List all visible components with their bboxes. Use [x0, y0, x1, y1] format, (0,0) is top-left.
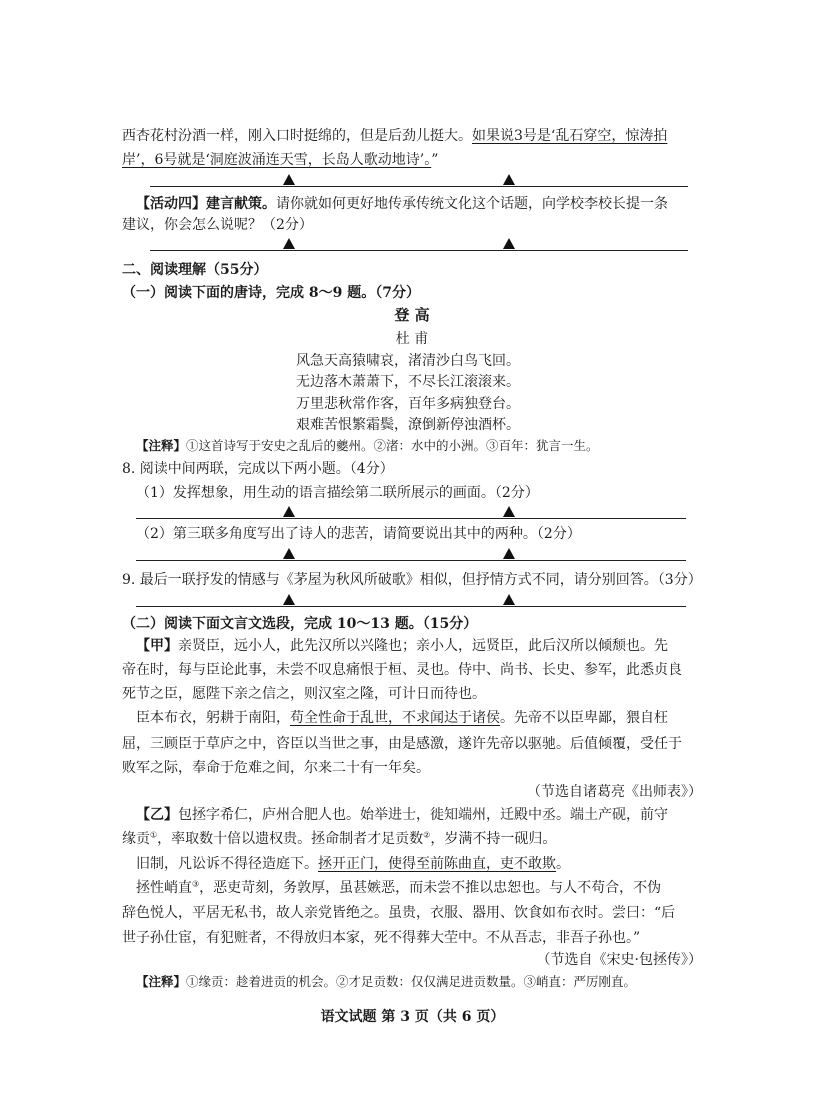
text-span: 拯性峭直 [136, 880, 192, 896]
text-line [136, 708, 716, 728]
answer-line[interactable] [150, 186, 688, 187]
answer-line[interactable] [136, 518, 686, 519]
page-footer: 语文试题 第 3 页（共 6 页） [320, 1009, 505, 1025]
question-8-2: （2）第三联多角度写出了诗人的悲苦，请简要说出其中的两种。（2分） [136, 526, 581, 542]
text-line: 帝在时，每与臣论此事，未尝不叹息痛恨于桓、灵也。侍中、尚书、长史、参军，此悉贞良 [122, 662, 682, 678]
text-span: 。先帝不以臣卑鄙，猥自枉 [500, 710, 668, 726]
answer-line[interactable] [150, 250, 688, 251]
note-text: ①缘贡：趁着进贡的机会。②才足贡数：仅仅满足进贡数量。③峭直：严厉刚直。 [186, 974, 637, 989]
note-label: 【注释】 [136, 974, 187, 989]
text-line [122, 829, 702, 849]
footnote-mark: ② [423, 830, 431, 840]
answer-mark-icon [283, 594, 295, 605]
text-span: ，恶吏苛刻，务敦厚，虽甚嫉恶，而未尝不推以忠恕也。与人不苟合，不伪 [199, 880, 662, 896]
note-text: ①这首诗写于安史之乱后的夔州。②渚：水中的小洲。③百年：犹言一生。 [186, 438, 599, 453]
answer-mark-icon [503, 174, 515, 185]
text-span: 旧制，凡讼诉不得径造庭下。 [136, 856, 318, 872]
activity-label: 【活动四】建言献策。 [136, 196, 276, 212]
text-span: ，率取数十倍以遗权贵。拯命制者才足贡数 [157, 831, 424, 847]
poem-line: 风急天高猿啸哀，渚清沙白鸟飞回。 [296, 353, 520, 369]
answer-mark-icon [503, 548, 515, 559]
answer-mark-icon [503, 238, 515, 249]
answer-mark-icon [283, 174, 295, 185]
text-span: 缘贡 [122, 831, 150, 847]
passage-label: 【乙】 [136, 807, 178, 823]
text-line: 辞色悦人，平居无私书，故人亲党皆绝之。虽贵，衣服、器用、饮食如布衣时。尝曰：“后 [122, 905, 676, 921]
underlined-text: 岸’，6号就是‘洞庭波涌连天雪，长岛人歌动地诗’。 [122, 152, 432, 168]
answer-mark-icon [283, 238, 295, 249]
poem-author: 杜 甫 [395, 331, 429, 347]
question-8: 8. 阅读中间两联，完成以下两小题。（4分） [122, 461, 394, 477]
footnote-mark: ① [150, 830, 158, 840]
question-9: 9. 最后一联抒发的情感与《茅屋为秋风所破歌》相似，但抒情方式不同，请分别回答。（3分） [122, 572, 702, 588]
part-title: （一）阅读下面的唐诗，完成 8～9 题。（7分） [122, 285, 420, 301]
question-8-1: （1）发挥想象，用生动的语言描绘第二联所展示的画面。（2分） [136, 485, 539, 501]
answer-line[interactable] [136, 560, 686, 561]
text-span: 请你就如何更好地传承传统文化这个话题，向学校李校长提一条 [276, 196, 668, 212]
text-span: 臣本布衣，躬耕于南阳， [136, 710, 290, 726]
text-span: 包拯字希仁，庐州合肥人也。始举进士，徙知端州，迁殿中丞。端土产砚，前守 [178, 807, 668, 823]
section-title: 二、阅读理解（55分） [122, 262, 268, 278]
poem-title: 登 高 [394, 306, 430, 324]
text-line [136, 878, 716, 898]
passage-label: 【甲】 [136, 638, 178, 654]
passage-jia [136, 636, 716, 656]
activity-four [136, 194, 716, 214]
text-line: 败军之际，奉命于危难之间，尔来二十有一年矣。 [122, 760, 430, 776]
underlined-sentence: 苟全性命于乱世，不求闻达于诸侯 [290, 710, 500, 726]
text-line: 世子孙仕宦，有犯赃者，不得放归本家，死不得葬大茔中。不从吾志，非吾子孙也。” [122, 930, 641, 946]
text-line [122, 215, 702, 235]
text-line: 死节之臣，愿陛下亲之信之，则汉室之隆，可计日而待也。 [122, 686, 486, 702]
answer-mark-icon [283, 506, 295, 517]
answer-mark-icon [503, 506, 515, 517]
underlined-text: 如果说3号是‘乱石穿空，惊涛拍 [472, 128, 668, 144]
passage-yi [136, 805, 716, 825]
text-line [122, 126, 702, 146]
poem-note [136, 436, 716, 456]
text-span: 西杏花村汾酒一样，刚入口时挺绵的，但是后劲儿挺大。 [122, 128, 472, 144]
poem-line: 万里悲秋常作客，百年多病独登台。 [296, 396, 520, 412]
text-line [122, 150, 702, 170]
passage-note [136, 972, 716, 992]
text-span: ，岁满不持一砚归。 [430, 831, 557, 847]
text-span: 亲贤臣，远小人，此先汉所以兴隆也；亲小人，远贤臣，此后汉所以倾颓也。先 [178, 638, 668, 654]
source-citation: （节选自《宋史·包拯传》） [536, 952, 702, 968]
text-span: 建议，你会怎么说呢？（2分） [122, 217, 313, 233]
text-line [136, 854, 716, 874]
text-line: 屈，三顾臣于草庐之中，咨臣以当世之事，由是感激，遂许先帝以驱驰。后值倾覆，受任于 [122, 736, 682, 752]
footnote-mark: ③ [192, 879, 200, 889]
answer-mark-icon [503, 594, 515, 605]
poem-line: 无边落木萧萧下，不尽长江滚滚来。 [296, 374, 520, 390]
source-citation: （节选自诸葛亮《出师表》） [527, 784, 702, 800]
text-span: ” [431, 152, 439, 168]
underlined-sentence: 拯开正门，使得至前陈曲直，吏不敢欺 [318, 856, 556, 872]
answer-line[interactable] [136, 606, 686, 607]
note-label: 【注释】 [136, 438, 187, 453]
poem-line: 艰难苦恨繁霜鬓，潦倒新停浊酒杯。 [296, 417, 520, 433]
part-title: （二）阅读下面文言文选段，完成 10～13 题。（15分） [122, 616, 478, 632]
text-span: 。 [556, 856, 570, 872]
answer-mark-icon [283, 548, 295, 559]
